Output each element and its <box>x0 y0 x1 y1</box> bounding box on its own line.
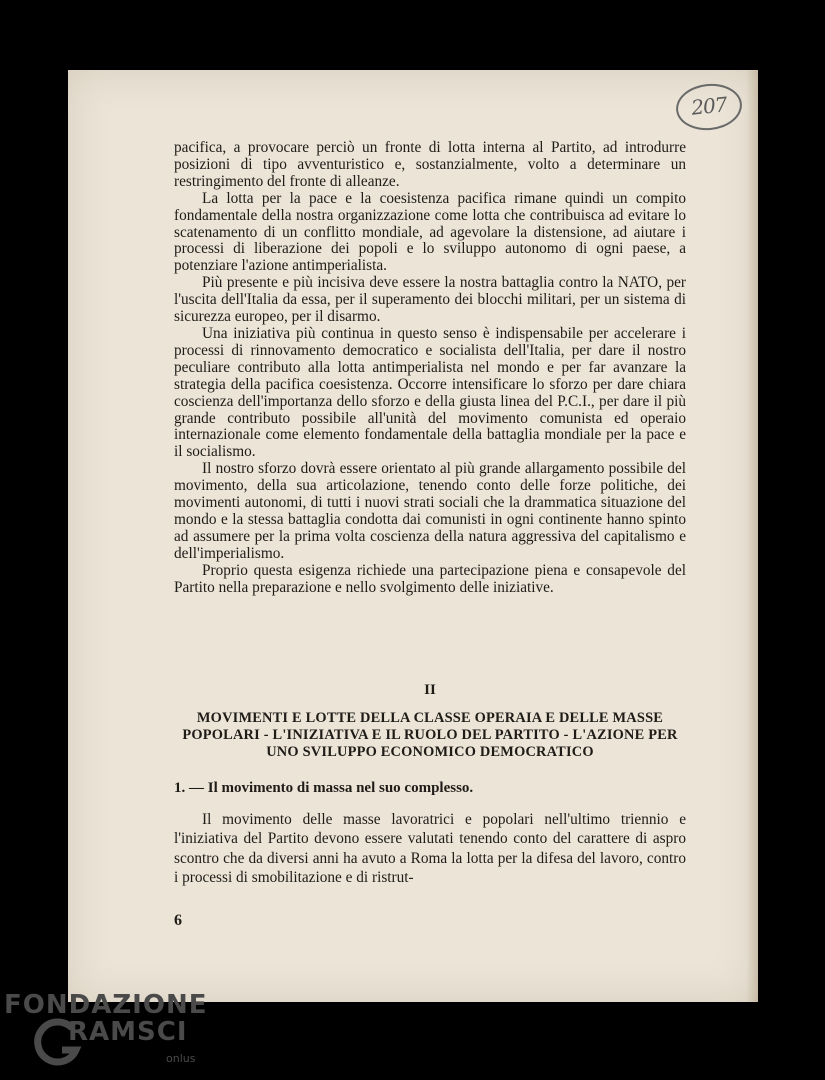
paragraph: pacifica, a provocare perciò un fronte di lotta interna al Partito, ad introdurre posizioni di tipo avventuristico e, sostanzialmente, volto a determinare un restringimento del fronte di alleanze. <box>174 139 686 190</box>
watermark-line2: RAMSCI <box>68 1017 188 1047</box>
page-number: 6 <box>174 912 182 929</box>
paragraph: Proprio questa esigenza richiede una partecipazione piena e consapevole del Partito nella preparazione e nello svolgimento delle iniziative. <box>174 561 686 596</box>
page-edge-shadow <box>746 70 758 1002</box>
body-text <box>174 140 686 596</box>
paragraph: Il nostro sforzo dovrà essere orientato al più grande allargamento possibile del movimento, della sua articolazione, tenendo conto delle forze politiche, dei movimenti autonomi, di tutti i nuovi strati sociali che la drammatica situazione del mondo e la stessa battaglia condotta dai comunisti in ogni continente hanno spinto ad assumere per la prima volta coscienza della natura aggressiva del capitalismo e dell'imperialismo. <box>174 460 686 562</box>
watermark-line1: FONDAZIONE <box>4 990 208 1020</box>
section-numeral: II <box>424 682 436 698</box>
section-body-text <box>174 810 686 888</box>
section-heading: MOVIMENTI E LOTTE DELLA CLASSE OPERAIA E DELLE MASSE POPOLARI - L'INIZIATIVA E IL RUOLO DEL PARTITO - L'AZIONE PER UNO SVILUPPO ECONOMICO DEMOCRATICO <box>182 710 678 760</box>
fondazione-gramsci-watermark <box>4 990 214 1076</box>
archive-stamp-number: 207 <box>690 92 728 120</box>
watermark-sub: onlus <box>166 1052 196 1065</box>
paragraph: Più presente e più incisiva deve essere la nostra battaglia contro la NATO, per l'uscita dell'Italia da essa, per il superamento dei blocchi militari, per un sistema di sicurezza europeo, per il disarmo. <box>174 274 686 326</box>
paragraph: Una iniziativa più continua in questo senso è indispensabile per accelerare i processi di rinnovamento democratico e socialista dell'Italia, per dare il nostro peculiare contributo alla lotta antimperialista nel mondo e per far avanzare la strategia della pacifica coesistenza. Occorre intensificare lo sforzo per dare chiara coscienza dell'importanza dello sforzo e della giusta linea del P.C.I., per dare il più grande contributo possibile all'unità del movimento comunista ed operaio internazionale come elemento fondamentale della battaglia mondiale per la pace e il socialismo. <box>174 324 686 461</box>
paragraph: Il movimento delle masse lavoratrici e popolari nell'ultimo triennio e l'iniziativa del Partito devono essere valutati tenendo conto del carattere di aspro scontro che da diversi anni ha avuto a Roma la lotta per la difesa del lavoro, contro i processi di smobilitazione e di ristrut- <box>174 811 686 887</box>
paragraph: La lotta per la pace e la coesistenza pacifica rimane quindi un compito fondamentale della nostra organizzazione come lotta che contribuisca ad evitare lo scatenamento di un conflitto mondiale, ad agevolare la distensione, ad aiutare i processi di liberazione dei popoli e lo sviluppo autonomo di ogni paese, a potenziare l'azione antimperialista. <box>174 189 686 275</box>
subsection-heading: 1. — Il movimento di massa nel suo complesso. <box>174 780 474 796</box>
